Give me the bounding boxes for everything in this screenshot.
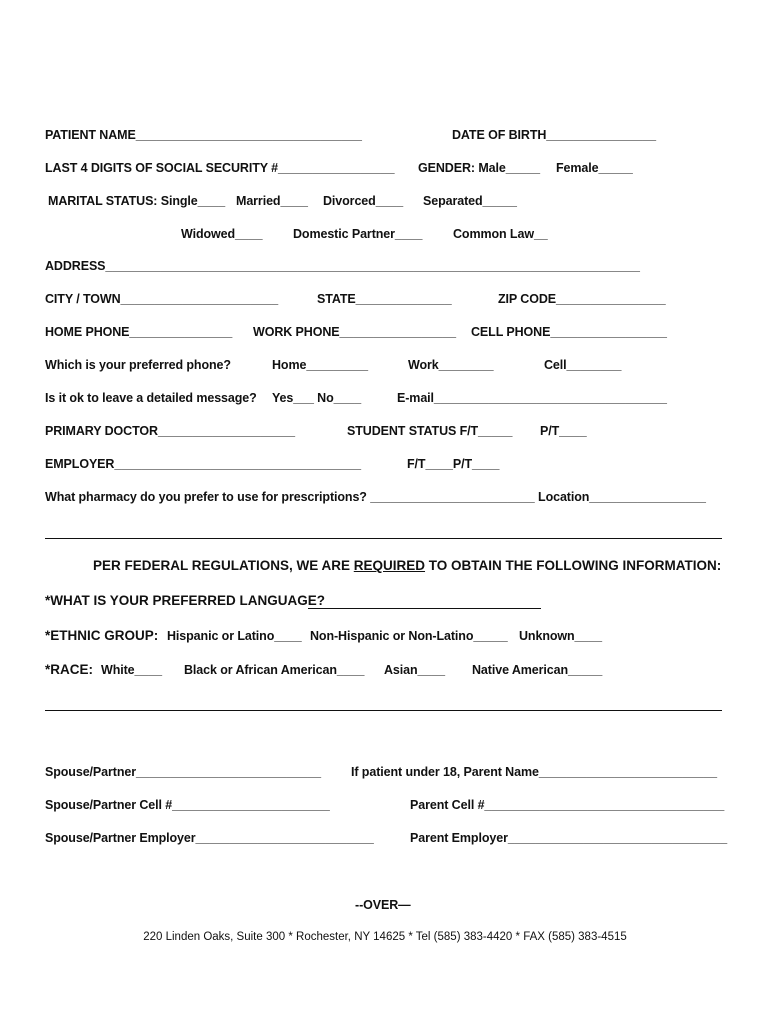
spouse-partner-cell-field[interactable]: Spouse/Partner Cell #_______________________ [45,798,330,812]
section-divider [45,710,722,711]
preferred-language-input-line[interactable] [308,608,541,609]
pharmacy-field[interactable]: What pharmacy do you prefer to use for prescriptions? ________________________ Location_________________ [45,490,706,504]
parent-cell-field[interactable]: Parent Cell #___________________________________ [410,798,725,812]
city-field[interactable]: CITY / TOWN_______________________ [45,292,279,306]
regulations-heading-required: REQUIRED [353,558,426,573]
race-label: *RACE: [45,662,94,677]
regulations-heading-pre: PER FEDERAL REGULATIONS, WE ARE [93,558,354,573]
regulations-heading-post: TO OBTAIN THE FOLLOWING INFORMATION: [425,558,722,573]
regulations-heading [93,558,721,573]
parent-employer-field[interactable]: Parent Employer________________________________ [410,831,728,845]
preferred-home-option[interactable]: Home_________ [272,358,368,372]
section-divider [45,538,722,539]
ethnic-hispanic-option[interactable]: Hispanic or Latino____ [167,629,302,643]
preferred-phone-label: Which is your preferred phone? [45,358,231,372]
ssn-field[interactable]: LAST 4 DIGITS OF SOCIAL SECURITY #_________________ [45,161,395,175]
preferred-language-label: *WHAT IS YOUR PREFERRED LANGUAGE? [45,593,326,608]
ethnic-unknown-option[interactable]: Unknown____ [519,629,602,643]
preferred-cell-option[interactable]: Cell________ [544,358,622,372]
gender-female-option[interactable]: Female_____ [556,161,633,175]
employer-field[interactable]: EMPLOYER____________________________________ [45,457,362,471]
home-phone-field[interactable]: HOME PHONE_______________ [45,325,233,339]
race-white-option[interactable]: White____ [101,663,162,677]
cell-phone-field[interactable]: CELL PHONE_________________ [471,325,667,339]
gender-male-option[interactable]: GENDER: Male_____ [418,161,540,175]
state-field[interactable]: STATE______________ [317,292,452,306]
zip-field[interactable]: ZIP CODE________________ [498,292,666,306]
address-field[interactable]: ADDRESS______________________________________________________________________________ [45,259,640,273]
race-black-option[interactable]: Black or African American____ [184,663,365,677]
detailed-message-label: Is it ok to leave a detailed message? [45,391,257,405]
primary-doctor-field[interactable]: PRIMARY DOCTOR____________________ [45,424,295,438]
spouse-partner-field[interactable]: Spouse/Partner___________________________ [45,765,321,779]
marital-domestic-partner-option[interactable]: Domestic Partner____ [293,227,423,241]
ethnic-non-hispanic-option[interactable]: Non-Hispanic or Non-Latino_____ [310,629,508,643]
marital-separated-option[interactable]: Separated_____ [423,194,517,208]
marital-divorced-option[interactable]: Divorced____ [323,194,404,208]
date-of-birth-field[interactable]: DATE OF BIRTH________________ [452,128,656,142]
email-field[interactable]: E-mail__________________________________ [397,391,667,405]
footer-address: 220 Linden Oaks, Suite 300 * Rochester, NY 14625 * Tel (585) 383-4420 * FAX (585) 383-4515 [143,931,627,943]
student-status-pt-option[interactable]: P/T____ [540,424,587,438]
marital-widowed-option[interactable]: Widowed____ [181,227,263,241]
marital-single-option[interactable]: MARITAL STATUS: Single____ [48,194,226,208]
detailed-message-yes-no[interactable]: Yes___ No____ [272,391,362,405]
student-status-ft-option[interactable]: STUDENT STATUS F/T_____ [347,424,513,438]
over-note: --OVER— [355,898,411,912]
spouse-partner-employer-field[interactable]: Spouse/Partner Employer__________________________ [45,831,374,845]
ethnic-group-label: *ETHNIC GROUP: [45,628,159,643]
marital-married-option[interactable]: Married____ [236,194,308,208]
race-asian-option[interactable]: Asian____ [384,663,445,677]
parent-name-field[interactable]: If patient under 18, Parent Name__________________________ [351,765,717,779]
marital-common-law-option[interactable]: Common Law__ [453,227,548,241]
employer-ft-pt-option[interactable]: F/T____P/T____ [407,457,500,471]
patient-name-field[interactable]: PATIENT NAME_________________________________ [45,128,362,142]
preferred-work-option[interactable]: Work________ [408,358,494,372]
work-phone-field[interactable]: WORK PHONE_________________ [253,325,456,339]
race-native-american-option[interactable]: Native American_____ [472,663,603,677]
